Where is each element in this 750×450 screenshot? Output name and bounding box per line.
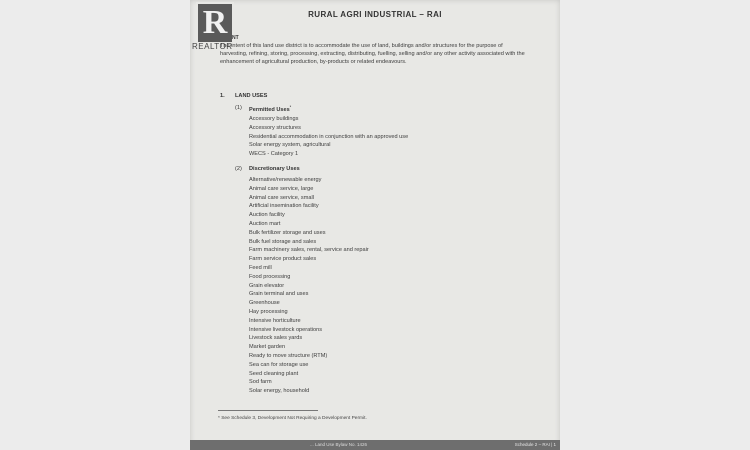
- permitted-item: WECS - Category 1: [249, 151, 299, 158]
- discretionary-item: Intensive livestock operations: [249, 326, 323, 333]
- discretionary-item: Auction mart: [249, 220, 281, 227]
- discretionary-item: Farm machinery sales, rental, service and repair: [249, 247, 369, 254]
- discretionary-item: Bulk fertilizer storage and uses: [249, 229, 326, 236]
- discretionary-heading: Discretionary Uses: [249, 166, 300, 172]
- document-page: [190, 0, 560, 450]
- logo-letter: R: [202, 4, 228, 41]
- footer-bylaw: ... Land Use Bylaw No. 1426: [310, 442, 368, 447]
- section-title: LAND USES: [235, 93, 268, 99]
- intent-paragraph: The intent of this land use district is to accommodate the use of land, buildings and/or structures for the purpose of harvesting, refining, storing, processing, extracting, distributing, fuelling, selling and/or any other activity associated with the enhancement of agricultural production, by-products or related endeavours.: [220, 43, 525, 65]
- footnote-divider: [218, 410, 318, 411]
- permitted-number: (1): [235, 105, 242, 111]
- discretionary-item: Sea can for storage use: [249, 361, 309, 368]
- permitted-item: Solar energy system, agricultural: [249, 142, 331, 149]
- discretionary-item: Livestock sales yards: [249, 335, 303, 342]
- discretionary-item: Hay processing: [249, 308, 288, 315]
- background-right: [560, 0, 750, 450]
- discretionary-item: Solar energy, household: [249, 388, 310, 395]
- permitted-item: Accessory structures: [249, 124, 301, 131]
- discretionary-item: Seed cleaning plant: [249, 370, 299, 377]
- logo-wordmark: REALTOR: [192, 42, 233, 51]
- discretionary-item: Bulk fuel storage and sales: [249, 238, 317, 245]
- discretionary-item: Sod farm: [249, 379, 272, 386]
- background-left: [0, 0, 190, 450]
- footer-bar: [190, 440, 560, 450]
- document-title: RURAL AGRI INDUSTRIAL – RAI: [308, 10, 442, 19]
- discretionary-item: Animal care service, large: [249, 185, 314, 192]
- permitted-item: Accessory buildings: [249, 116, 299, 122]
- discretionary-item: Feed mill: [249, 264, 272, 271]
- footer-schedule: Schedule 2 – RAI | 1: [514, 442, 556, 447]
- permitted-heading-text: Permitted Uses: [249, 106, 290, 113]
- discretionary-item: Greenhouse: [249, 300, 280, 307]
- permitted-footnote-marker: *: [289, 105, 292, 109]
- realtor-logo-icon: [196, 2, 234, 44]
- discretionary-item: Animal care service, small: [249, 194, 314, 201]
- discretionary-item: Intensive horticulture: [249, 317, 301, 324]
- discretionary-item: Food processing: [249, 273, 291, 280]
- discretionary-item: Auction facility: [249, 212, 285, 219]
- discretionary-item: Grain terminal and uses: [249, 291, 309, 298]
- discretionary-number: (2): [235, 166, 242, 172]
- section-number: 1.: [220, 93, 225, 99]
- permitted-heading: [249, 105, 291, 113]
- discretionary-item: Market garden: [249, 344, 286, 351]
- discretionary-item: Farm service product sales: [249, 256, 317, 263]
- permitted-uses-list: [249, 115, 408, 159]
- intent-heading: NT: [232, 35, 239, 41]
- discretionary-item: Artificial insemination facility: [249, 203, 319, 210]
- discretionary-item: Grain elevator: [249, 282, 285, 289]
- footnote: * See Schedule 3, Development Not Requiring a Development Permit.: [218, 416, 367, 421]
- discretionary-uses-list: [249, 176, 369, 396]
- discretionary-item: Ready to move structure (RTM): [249, 352, 328, 359]
- discretionary-item: Alternative/renewable energy: [249, 177, 322, 183]
- permitted-item: Residential accommodation in conjunction with an approved use: [249, 133, 409, 140]
